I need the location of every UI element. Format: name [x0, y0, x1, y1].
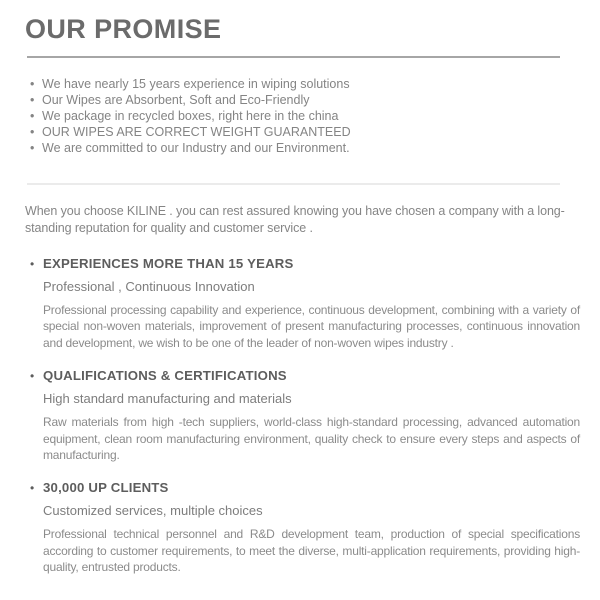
section-qualifications — [25, 368, 580, 463]
section-subtitle: High standard manufacturing and materials — [43, 391, 292, 407]
bullet-icon: • — [30, 481, 35, 496]
promise-page — [0, 14, 600, 600]
section-clients — [25, 480, 580, 575]
section-subtitle: Customized services, multiple choices — [43, 503, 263, 519]
list-item-text: We package in recycled boxes, right here in the china — [42, 109, 339, 123]
section-header — [25, 368, 580, 384]
title-divider — [27, 56, 560, 58]
bullet-icon: • — [30, 109, 35, 123]
list-item-text: Our Wipes are Absorbent, Soft and Eco-Friendly — [42, 93, 310, 107]
page-title: OUR PROMISE — [25, 14, 222, 44]
bullet-icon: • — [30, 93, 35, 107]
section-heading: QUALIFICATIONS & CERTIFICATIONS — [43, 368, 287, 384]
section-header — [25, 480, 580, 496]
bullet-icon: • — [30, 141, 35, 155]
section-experiences — [25, 256, 580, 351]
section-body: Raw materials from high -tech suppliers, world-class high-standard processing, advanced automation equipment, clean room manufacturing environment, quality check to ensure every steps and aspects of manufacturing. — [43, 415, 580, 463]
list-item-text: We are committed to our Industry and our Environment. — [42, 141, 350, 155]
list-item — [30, 92, 580, 108]
section-heading: EXPERIENCES MORE THAN 15 YEARS — [43, 256, 294, 271]
section-heading: 30,000 UP CLIENTS — [43, 480, 169, 496]
list-item — [30, 76, 580, 92]
bullet-icon: • — [30, 77, 35, 91]
section-subtitle: Professional , Continuous Innovation — [43, 279, 255, 294]
list-item-text: OUR WIPES ARE CORRECT WEIGHT GUARANTEED — [42, 125, 351, 139]
bullet-icon: • — [30, 125, 35, 139]
section-header — [25, 256, 580, 272]
promise-list — [25, 76, 580, 156]
section-divider — [27, 183, 560, 185]
list-item-text: We have nearly 15 years experience in wiping solutions — [42, 77, 350, 91]
bullet-icon: • — [30, 369, 35, 384]
list-item — [30, 140, 580, 156]
list-item — [30, 108, 580, 124]
intro-paragraph: When you choose KILINE . you can rest assured knowing you have chosen a company with a long-standing reputation for quality and customer service . — [25, 204, 565, 235]
bullet-icon: • — [30, 257, 35, 271]
section-body: Professional processing capability and experience, continuous development, combining with a variety of special non-woven materials, improvement of present manufacturing processes, continuous innovation and development, we wish to be one of the leader of non-woven wipes industry . — [43, 303, 580, 350]
section-body: Professional technical personnel and R&D development team, production of special specifications according to customer requirements, to meet the diverse, multi-application requirements, providing high-quality, entrusted products. — [43, 527, 580, 575]
list-item — [30, 124, 580, 140]
